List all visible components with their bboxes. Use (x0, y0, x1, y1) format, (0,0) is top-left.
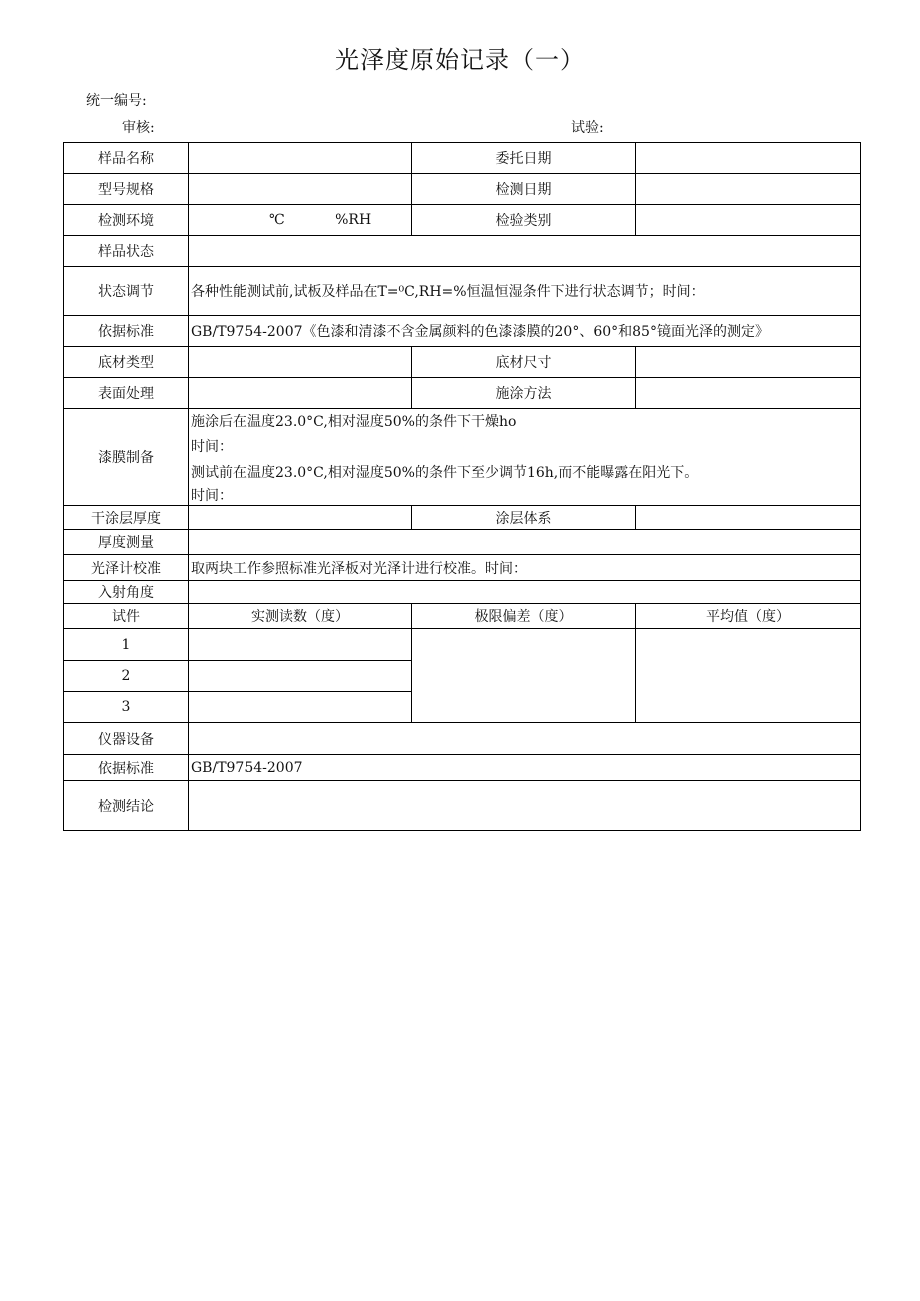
sample-name-field[interactable] (189, 143, 412, 174)
conditioning-text: 各种性能测试前,试板及样品在T=⁰C,RH=%恒温恒湿条件下进行状态调节；时间： (189, 267, 861, 316)
instrument-label: 仪器设备 (64, 723, 189, 755)
specimen-number: 1 (64, 629, 189, 661)
film-prep-label: 漆膜制备 (64, 409, 189, 506)
reviewer-label: 审核: (122, 120, 155, 136)
sample-state-label: 样品状态 (64, 236, 189, 267)
conclusion-field[interactable] (189, 781, 861, 831)
table-row (64, 581, 861, 604)
conditioning-label: 状态调节 (64, 267, 189, 316)
table-row (64, 781, 861, 831)
unified-no-label: 统一编号: (86, 93, 147, 109)
inspection-type-label: 检验类别 (412, 205, 636, 236)
application-method-label: 施涂方法 (412, 378, 636, 409)
reading-field[interactable] (189, 692, 412, 723)
entrust-date-label: 委托日期 (412, 143, 636, 174)
inspection-type-field[interactable] (636, 205, 861, 236)
test-env-field[interactable] (189, 205, 412, 236)
thickness-measure-label: 厚度测量 (64, 530, 189, 555)
table-row (64, 555, 861, 581)
dry-thickness-field[interactable] (189, 506, 412, 530)
page-title: 光泽度原始记录（一） (335, 46, 585, 74)
gloss-calibration-label: 光泽计校准 (64, 555, 189, 581)
table-row (64, 755, 861, 781)
deviation-field[interactable] (412, 629, 636, 723)
col-deviation-header: 极限偏差（度） (412, 604, 636, 629)
table-row (64, 205, 861, 236)
test-date-field[interactable] (636, 174, 861, 205)
table-row (64, 347, 861, 378)
table-row (64, 174, 861, 205)
substrate-size-label: 底材尺寸 (412, 347, 636, 378)
basis-standard-2-label: 依据标准 (64, 755, 189, 781)
table-row (64, 409, 861, 506)
col-reading-header: 实测读数（度） (189, 604, 412, 629)
surface-treatment-field[interactable] (189, 378, 412, 409)
table-row (64, 316, 861, 347)
substrate-size-field[interactable] (636, 347, 861, 378)
tester-label: 试验: (571, 120, 604, 136)
table-row (64, 506, 861, 530)
incident-angle-label: 入射角度 (64, 581, 189, 604)
film-prep-line: 施涂后在温度23.0°C,相对湿度50%的条件下干燥ho (191, 414, 517, 430)
dry-thickness-label: 干涂层厚度 (64, 506, 189, 530)
film-prep-line: 时间： (191, 488, 233, 504)
gloss-calibration-text: 取两块工作参照标准光泽板对光泽计进行校准。时间： (189, 555, 861, 581)
col-average-header: 平均值（度） (636, 604, 861, 629)
table-row (64, 236, 861, 267)
gloss-record-table (63, 142, 861, 831)
basis-standard-label: 依据标准 (64, 316, 189, 347)
incident-angle-field[interactable] (189, 581, 861, 604)
coating-system-field[interactable] (636, 506, 861, 530)
env-temp-unit: ℃ (269, 212, 285, 228)
substrate-type-label: 底材类型 (64, 347, 189, 378)
table-row (64, 629, 861, 661)
basis-standard-text: GB/T9754-2007《色漆和清漆不含金属颜料的色漆漆膜的20°、60°和85°镜面光泽的测定》 (189, 316, 861, 347)
col-specimen-header: 试件 (64, 604, 189, 629)
substrate-type-field[interactable] (189, 347, 412, 378)
test-date-label: 检测日期 (412, 174, 636, 205)
entrust-date-field[interactable] (636, 143, 861, 174)
film-prep-text (189, 409, 861, 506)
test-env-label: 检测环境 (64, 205, 189, 236)
thickness-measure-field[interactable] (189, 530, 861, 555)
specimen-number: 3 (64, 692, 189, 723)
film-prep-line: 时间： (191, 439, 233, 455)
table-row (64, 604, 861, 629)
instrument-field[interactable] (189, 723, 861, 755)
average-field[interactable] (636, 629, 861, 723)
reading-field[interactable] (189, 629, 412, 661)
sample-state-field[interactable] (189, 236, 861, 267)
sample-name-label: 样品名称 (64, 143, 189, 174)
table-row (64, 143, 861, 174)
surface-treatment-label: 表面处理 (64, 378, 189, 409)
reading-field[interactable] (189, 661, 412, 692)
coating-system-label: 涂层体系 (412, 506, 636, 530)
basis-standard-2-text: GB/T9754-2007 (189, 755, 861, 781)
model-spec-field[interactable] (189, 174, 412, 205)
specimen-number: 2 (64, 661, 189, 692)
model-spec-label: 型号规格 (64, 174, 189, 205)
table-row (64, 723, 861, 755)
conclusion-label: 检测结论 (64, 781, 189, 831)
table-row (64, 267, 861, 316)
application-method-field[interactable] (636, 378, 861, 409)
film-prep-line: 测试前在温度23.0°C,相对湿度50%的条件下至少调节16h,而不能曝露在阳光下。 (191, 465, 699, 481)
env-rh-unit: %RH (335, 212, 372, 228)
table-row (64, 378, 861, 409)
table-row (64, 530, 861, 555)
